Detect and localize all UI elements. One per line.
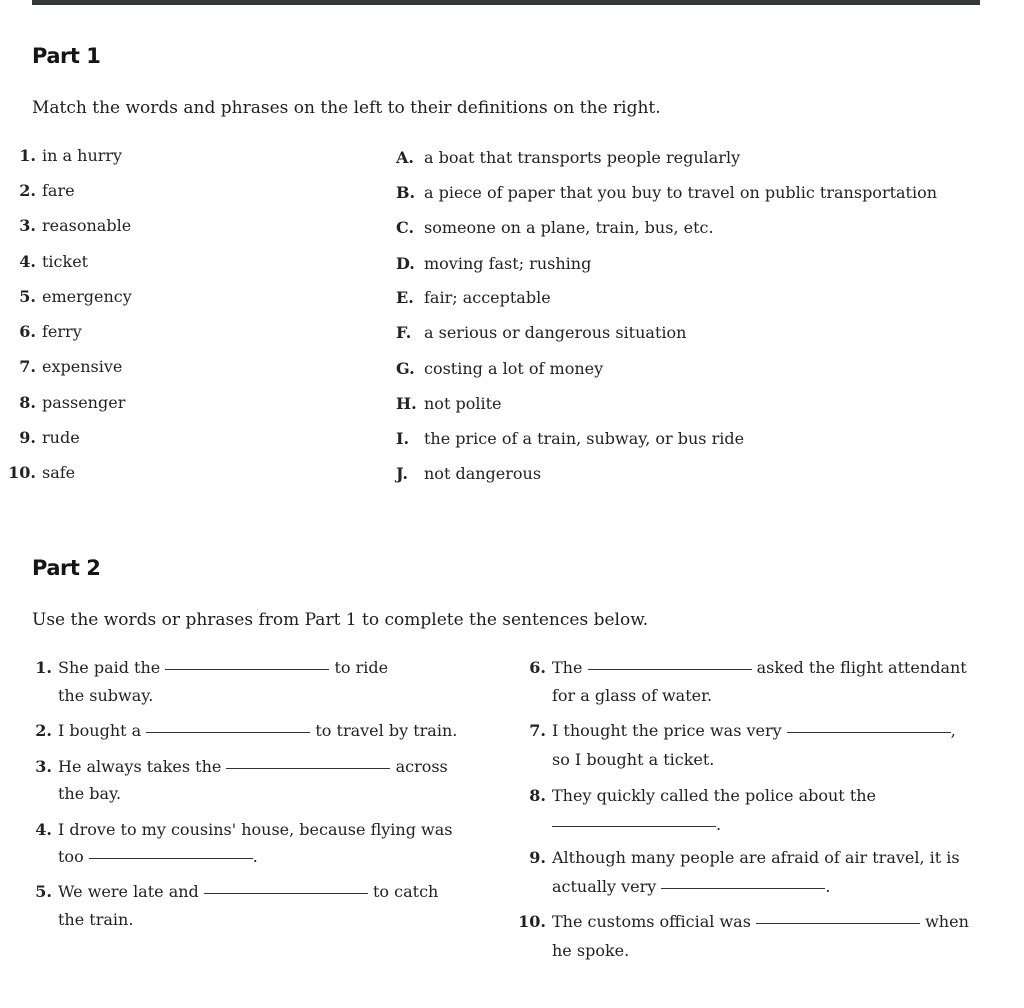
word-item: 4. ticket bbox=[19, 252, 89, 271]
part2-heading: Part 2 bbox=[32, 556, 101, 580]
word-item: 5. emergency bbox=[19, 287, 132, 306]
definition-item: C. someone on a plane, train, bus, etc. bbox=[396, 218, 714, 237]
definition-item: H. not polite bbox=[396, 394, 502, 413]
answer-blank[interactable] bbox=[146, 732, 310, 733]
answer-blank[interactable] bbox=[89, 858, 253, 859]
answer-blank[interactable] bbox=[661, 888, 825, 889]
definition-item: G. costing a lot of money bbox=[396, 359, 604, 378]
answer-blank[interactable] bbox=[552, 826, 716, 827]
definition-item: J. not dangerous bbox=[396, 464, 542, 483]
part2-instruction: Use the words or phrases from Part 1 to complete the sentences below. bbox=[32, 610, 649, 630]
word-item: 9. rude bbox=[19, 428, 80, 447]
word-item: 3. reasonable bbox=[19, 216, 132, 235]
answer-blank[interactable] bbox=[588, 669, 752, 670]
word-item: 1. in a hurry bbox=[19, 146, 123, 165]
definition-item: I. the price of a train, subway, or bus ride bbox=[396, 429, 745, 448]
part1-heading: Part 1 bbox=[32, 44, 101, 68]
word-item: 8. passenger bbox=[19, 393, 126, 412]
part1-instruction: Match the words and phrases on the left to their definitions on the right. bbox=[32, 98, 661, 118]
answer-blank[interactable] bbox=[787, 732, 951, 733]
definition-item: B. a piece of paper that you buy to travel on public transportation bbox=[396, 183, 938, 202]
definition-item: A. a boat that transports people regularly bbox=[396, 148, 741, 167]
definition-item: F. a serious or dangerous situation bbox=[396, 323, 687, 342]
answer-blank[interactable] bbox=[165, 669, 329, 670]
answer-blank[interactable] bbox=[756, 923, 920, 924]
word-item: 7. expensive bbox=[19, 357, 123, 376]
answer-blank[interactable] bbox=[226, 768, 390, 769]
answer-blank[interactable] bbox=[204, 893, 368, 894]
word-item: 10. safe bbox=[8, 463, 76, 482]
word-item: 6. ferry bbox=[19, 322, 82, 341]
top-rule bbox=[32, 0, 980, 5]
definition-item: D. moving fast; rushing bbox=[396, 254, 592, 273]
definition-item: E. fair; acceptable bbox=[396, 288, 551, 307]
word-item: 2. fare bbox=[19, 181, 75, 200]
